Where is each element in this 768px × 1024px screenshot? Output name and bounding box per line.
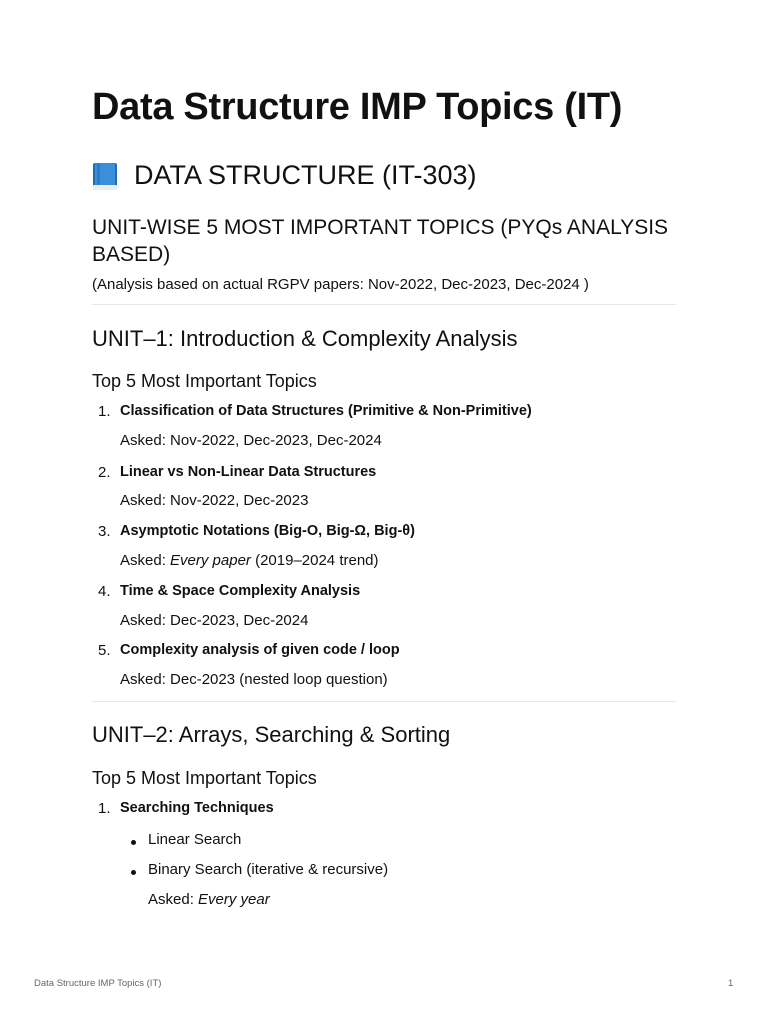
asked-line: Asked: Dec-2023 (nested loop question) — [120, 671, 388, 688]
topic-title: Time & Space Complexity Analysis — [120, 583, 361, 599]
unit1-subheading: Top 5 Most Important Topics — [92, 371, 317, 391]
bullet-item: Binary Search (iterative & recursive) — [148, 861, 389, 878]
bullet-icon — [131, 840, 136, 845]
subsection-heading: UNIT-WISE 5 MOST IMPORTANT TOPICS (PYQs ANALYSIS BASED) — [92, 216, 669, 266]
topic-title: Complexity analysis of given code / loop — [120, 642, 400, 658]
topic-title: Classification of Data Structures (Primitive & Non-Primitive) — [120, 403, 532, 419]
unit1-heading: UNIT–1: Introduction & Complexity Analysis — [92, 326, 518, 351]
asked-line: Asked: Every paper (2019–2024 trend) — [120, 552, 379, 569]
footer-title: Data Structure IMP Topics (IT) — [34, 978, 162, 989]
topic-title: Searching Techniques — [120, 800, 274, 816]
divider — [92, 701, 676, 702]
unit2-subheading: Top 5 Most Important Topics — [92, 768, 317, 788]
blue-book-icon — [92, 161, 118, 191]
asked-line: Asked: Nov-2022, Dec-2023 — [120, 492, 309, 509]
asked-line: Asked: Dec-2023, Dec-2024 — [120, 612, 309, 629]
unit2-heading: UNIT–2: Arrays, Searching & Sorting — [92, 722, 451, 747]
list-item-number: 5. — [98, 642, 111, 659]
page-number: 1 — [728, 978, 734, 989]
topic-title: Asymptotic Notations (Big-O, Big-Ω, Big-θ) — [120, 523, 415, 539]
asked-line: Asked: Every year — [148, 891, 270, 908]
page-title: Data Structure IMP Topics (IT) — [92, 86, 623, 128]
section-heading-text: DATA STRUCTURE (IT-303) — [134, 160, 477, 190]
asked-line: Asked: Nov-2022, Dec-2023, Dec-2024 — [120, 432, 382, 449]
section-heading — [92, 160, 477, 191]
list-item-number: 4. — [98, 583, 111, 600]
analysis-note: (Analysis based on actual RGPV papers: Nov-2022, Dec-2023, Dec-2024 ) — [92, 276, 589, 293]
list-item-number: 3. — [98, 523, 111, 540]
list-item-number: 1. — [98, 403, 111, 420]
list-item-number: 1. — [98, 800, 111, 817]
bullet-icon — [131, 870, 136, 875]
bullet-item: Linear Search — [148, 831, 242, 848]
topic-title: Linear vs Non-Linear Data Structures — [120, 464, 377, 480]
divider — [92, 304, 676, 305]
list-item-number: 2. — [98, 464, 111, 481]
